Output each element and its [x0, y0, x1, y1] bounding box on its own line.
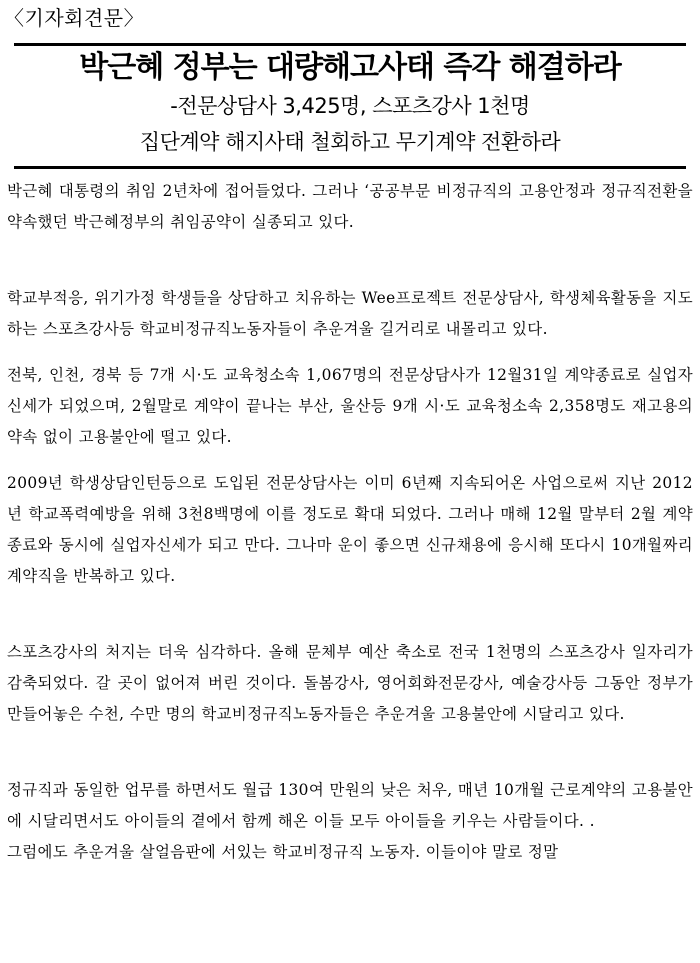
title-box [14, 43, 686, 169]
paragraph-6: 정규직과 동일한 업무를 하면서도 월급 130여 만원의 낮은 처우, 매년 10개월 근로계약의 고용불안에 시달리면서도 아이들의 곁에서 함께 해온 이들 모두 아이들을 키우는 사람들이다. . [7, 781, 693, 830]
paragraph-gap [7, 592, 693, 637]
paragraph-5: 스포츠강사의 처지는 더욱 심각하다. 올해 문체부 예산 축소로 전국 1천명의 스포츠강사 일자리가 감축되었다. 갈 곳이 없어져 버린 것이다. 돌봄강사, 영어회화전문강사, 예술강사등 그동안 정부가 만들어놓은 수천, 수만 명의 학교비정규직노동자들은 추운겨울 고용불안에 시달리고 있다. [7, 643, 693, 723]
paragraph-3: 전북, 인천, 경북 등 7개 시·도 교육청소속 1,067명의 전문상담사가 12월31일 계약종료로 실업자 신세가 되었으며, 2월말로 계약이 끝나는 부산, 울산등 9개 시·도 교육청소속 2,358명도 재고용의 약속 없이 고용불안에 떨고 있다. [7, 366, 693, 446]
paragraph-gap [7, 453, 693, 468]
document-subtitle-2: 집단계약 해지사태 철회하고 무기계약 전환하라 [139, 130, 561, 154]
document-label: 〈기자회견문〉 [4, 6, 145, 30]
paragraph-gap [7, 730, 693, 775]
document-title: 박근혜 정부는 대량해고사태 즉각 해결하라 [79, 50, 621, 85]
paragraph-gap [7, 345, 693, 360]
paragraph-gap [7, 238, 693, 283]
document-body [7, 176, 693, 868]
paragraph-1: 박근혜 대통령의 취임 2년차에 접어들었다. 그러나 ‘공공부문 비정규직의 고용안정과 정규직전환을 약속했던 박근혜정부의 취임공약이 실종되고 있다. [7, 182, 693, 231]
paragraph-7: 그럼에도 추운겨울 살얼음판에 서있는 학교비정규직 노동자. 이들이야 말로 정말 [7, 843, 559, 861]
paragraph-2: 학교부적응, 위기가정 학생들을 상담하고 치유하는 Wee프로젝트 전문상담사, 학생체육활동을 지도하는 스포츠강사등 학교비정규직노동자들이 추운겨울 길거리로 내몰리고 있다. [7, 289, 693, 338]
document-subtitle-1: -전문상담사 3,425명, 스포츠강사 1천명 [170, 94, 530, 118]
paragraph-4: 2009년 학생상담인턴등으로 도입된 전문상담사는 이미 6년째 지속되어온 사업으로써 지난 2012년 학교폭력예방을 위해 3천8백명에 이를 정도로 확대 되었다. 그러나 매해 12월 말부터 2월 계약종료와 동시에 실업자신세가 되고 만다. 그나마 운이 좋으면 신규채용에 응시해 또다시 10개월짜리 계약직을 반복하고 있다. [7, 474, 693, 585]
